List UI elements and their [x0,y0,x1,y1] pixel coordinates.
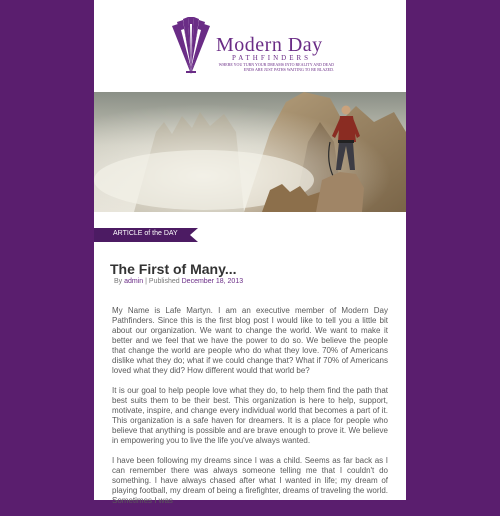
brand-tagline: WHERE YOU TURN YOUR DREAMS INTO REALITY AND DEAD ENDS ARE JUST PATHS WAITING TO BE BLAZED. [218,62,334,72]
author-link[interactable]: admin [124,278,144,285]
article-of-the-day-banner [94,228,198,242]
post-paragraph: My Name is Lafe Martyn. I am an executive member of Modern Day Pathfinders. Since this is the first blog post I would like to tell you a little bit about our organization. We want to change the world. We want to make it better and we feel that we have the power to do so. We believe the people that change the world are people who do what they love. 70% of Americans dislike what they do; what if we could change that? What if 70% of Americans loved what they did? How different would that world be? [112,306,388,375]
header-logo[interactable] [94,0,406,92]
blog-page [94,0,406,505]
section-label: ARTICLE of the DAY [113,230,178,237]
feather-fan-logo-icon [168,16,214,78]
brand-subtitle: PATHFINDERS [232,54,312,62]
mountain-climber-photo [94,92,406,212]
meta-published: | Published [145,278,180,285]
post-meta [114,278,243,285]
meta-by: By [114,278,123,285]
brand-title: Modern Day [216,34,323,56]
post-paragraph: It is our goal to help people love what they do, to help them find the path that best suits them to be their best. This organization is here to help, support, motivate, inspire, and change every individual world that becomes a part of it. This organization is a safe haven for dreamers. It is a place for people who believe that anything is possible and are brave enough to prove it. We believe in empowering you to live the life you've always wanted. [112,386,388,445]
post-title[interactable]: The First of Many... [110,261,237,277]
post-paragraph: I have been following my dreams since I was a child. Seems as far back as I can remember there was always someone telling me that I couldn't do something. I have always chased after what I wanted in life; my dream of playing football, my dream of being a firefighter, dreams of traveling the world. Sometimes I was [112,456,388,505]
post-body [112,306,388,516]
date-link[interactable]: December 18, 2013 [181,278,244,285]
hero-image [94,92,406,212]
